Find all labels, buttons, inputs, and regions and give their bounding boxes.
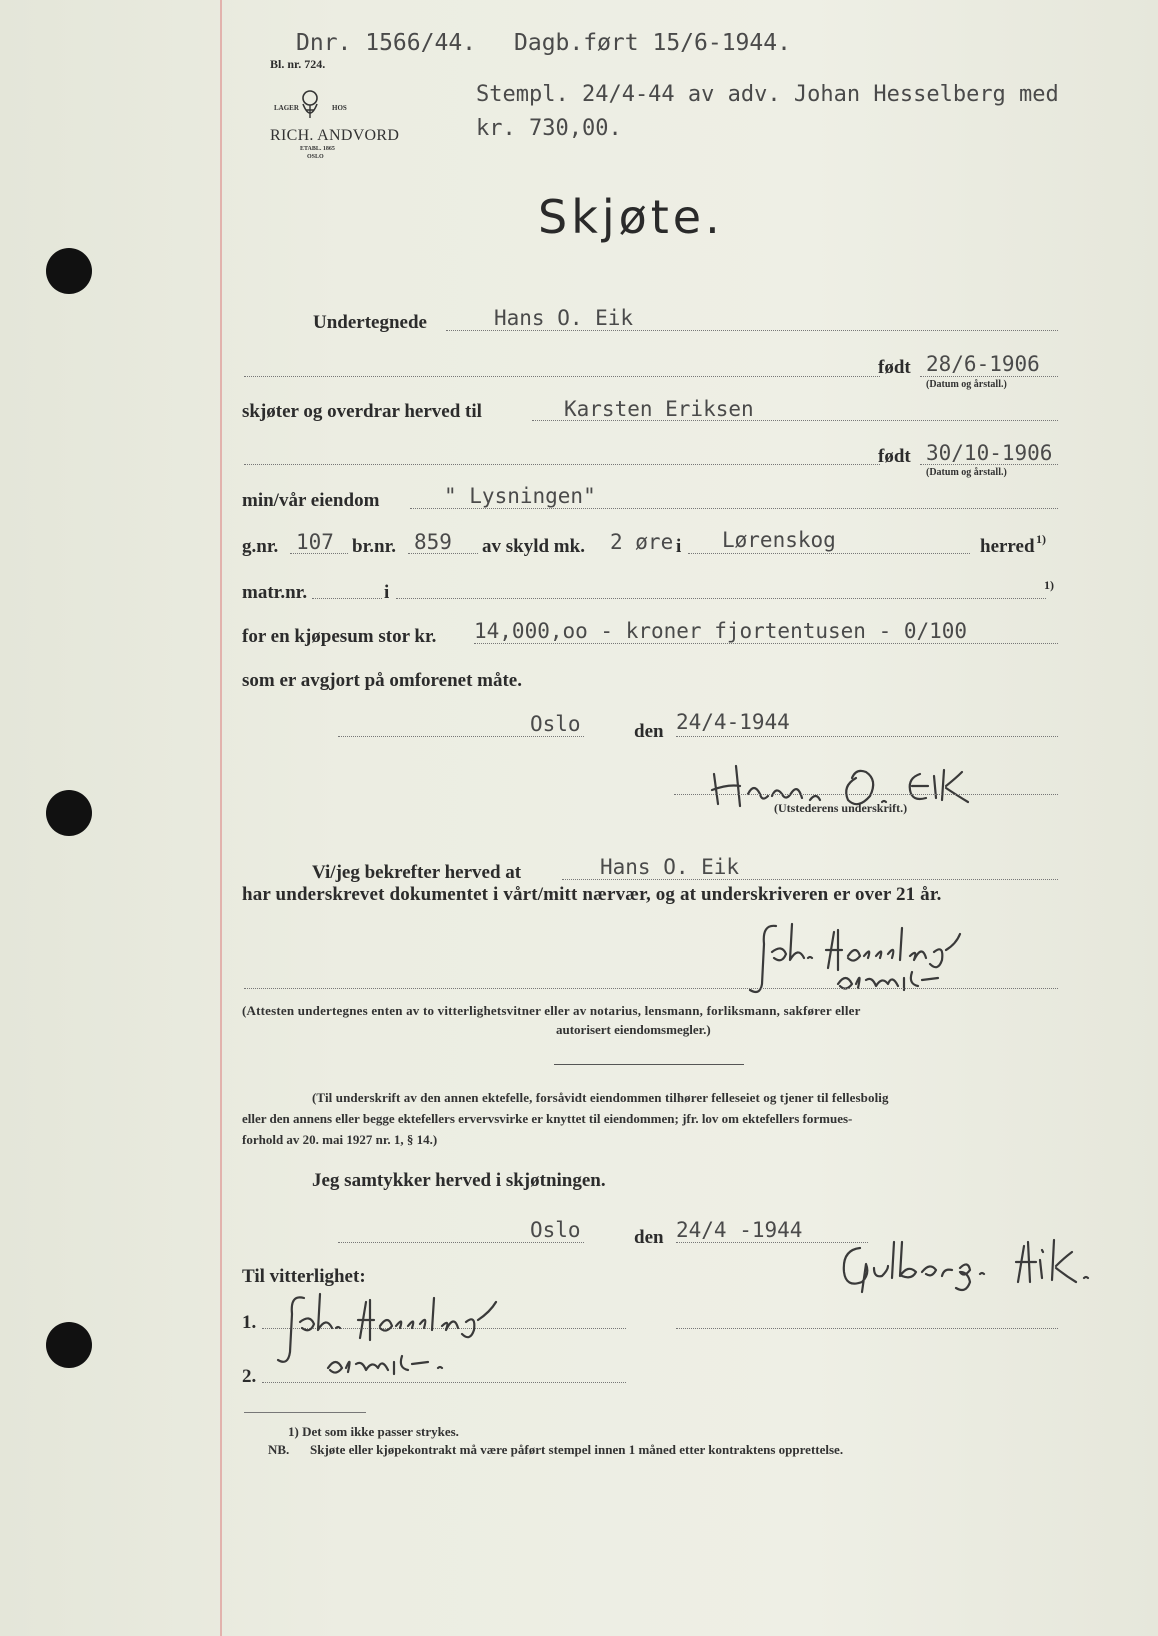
label-fodt-buyer: født xyxy=(878,446,911,467)
buyer-name: Karsten Eriksen xyxy=(564,397,754,421)
fill-line xyxy=(338,1242,584,1243)
witness-1-address-line xyxy=(676,1328,1058,1329)
footnote-mark: 1) xyxy=(1044,578,1054,592)
date-hint: (Datum og årstall.) xyxy=(926,379,1007,390)
fill-line xyxy=(562,879,1058,880)
label-den-2: den xyxy=(634,1227,664,1248)
spouse-note-line2: eller den annens eller begge ektefellers ervervsvirke er knyttet til eiendommen; jfr. lov om ektefellers formues- xyxy=(242,1111,853,1126)
witness-1-signature xyxy=(268,1282,558,1378)
label-kjopesum: for en kjøpesum stor kr. xyxy=(242,626,437,647)
label-den: den xyxy=(634,721,664,742)
label-bekrefter: Vi/jeg bekrefter herved at xyxy=(312,862,522,883)
label-eiendom: min/vår eiendom xyxy=(242,490,380,511)
spouse-signature xyxy=(832,1232,1108,1298)
logo-hos: HOS xyxy=(332,104,347,112)
divider xyxy=(554,1064,744,1065)
punch-hole xyxy=(46,790,92,836)
label-matr-i: i xyxy=(384,582,390,603)
punch-hole xyxy=(46,1322,92,1368)
fill-line xyxy=(688,553,970,554)
stamp-note-line1: Stempl. 24/4-44 av adv. Johan Hesselberg med xyxy=(476,82,1059,107)
seller-birthdate: 28/6-1906 xyxy=(926,352,1040,376)
label-matr: matr.nr. xyxy=(242,582,308,603)
fill-line xyxy=(474,643,1058,644)
fill-line xyxy=(312,598,382,599)
witness-2-number: 2. xyxy=(242,1366,257,1387)
attest-note-line1: (Attesten undertegnes enten av to vitterlighetsvitner eller av notarius, lensmann, forliksmann, sakfører eller xyxy=(242,1003,861,1018)
place-1: Oslo xyxy=(530,712,581,736)
date-hint: (Datum og årstall.) xyxy=(926,467,1007,478)
signature-caption: (Utstederens underskrift.) xyxy=(774,801,908,815)
footnote-mark: 1) xyxy=(1036,532,1046,546)
fill-line xyxy=(244,376,880,377)
date-1: 24/4-1944 xyxy=(676,710,790,734)
brnr-value: 859 xyxy=(414,530,452,554)
fill-line xyxy=(446,330,1058,331)
fill-line xyxy=(920,464,1058,465)
label-herred: herred xyxy=(980,536,1035,557)
signature-line xyxy=(674,794,1058,795)
label-brnr: br.nr. xyxy=(352,536,397,557)
footnote-rule xyxy=(244,1412,366,1413)
punch-hole xyxy=(46,248,92,294)
witness-1-number: 1. xyxy=(242,1312,257,1333)
fill-line xyxy=(676,736,1058,737)
stamp-note-line2: kr. 730,00. xyxy=(476,116,622,141)
place-2: Oslo xyxy=(530,1218,581,1242)
nb-text: Skjøte eller kjøpekontrakt må være påført stempel innen 1 måned etter kontraktens opprettelse. xyxy=(310,1442,844,1457)
label-skjoter: skjøter og overdrar herved til xyxy=(242,401,482,422)
attest-statement: har underskrevet dokumentet i vårt/mitt nærvær, og at underskriveren er over 21 år. xyxy=(242,884,942,905)
seller-name: Hans O. Eik xyxy=(494,306,634,330)
attest-note-line2: autorisert eiendomsmegler.) xyxy=(556,1022,711,1037)
form-number: Bl. nr. 724. xyxy=(270,57,326,71)
nb-label: NB. xyxy=(268,1442,290,1457)
logo-city: OSLO xyxy=(307,154,324,160)
signature-line xyxy=(244,988,1058,989)
label-gnr: g.nr. xyxy=(242,536,279,557)
logo-lager: LAGER xyxy=(274,104,299,112)
attest-name: Hans O. Eik xyxy=(600,855,740,879)
buyer-birthdate: 30/10-1906 xyxy=(926,441,1053,465)
fill-line xyxy=(244,464,880,465)
purchase-price: 14,000,oo - kroner fjortentusen - 0/100 xyxy=(474,619,968,643)
fill-line xyxy=(396,598,1046,599)
herred-value: Lørenskog xyxy=(722,528,836,552)
property-name: " Lysningen" xyxy=(444,484,596,508)
logo-name: RICH. ANDVORD xyxy=(270,127,400,144)
label-skyld: av skyld mk. xyxy=(482,536,585,557)
logo-etabl: ETABL. 1865 xyxy=(300,146,335,152)
fill-line xyxy=(338,736,584,737)
document-title: Skjøte. xyxy=(538,190,724,244)
label-i: i xyxy=(676,536,682,557)
margin-rule xyxy=(220,0,222,1636)
spouse-note-line3: forhold av 20. mai 1927 nr. 1, § 14.) xyxy=(242,1132,438,1147)
fill-line xyxy=(920,376,1058,377)
dnr-stamp: Dnr. 1566/44. xyxy=(296,30,477,56)
label-vitterlighet: Til vitterlighet: xyxy=(242,1266,366,1287)
logo-emblem-icon xyxy=(296,88,324,124)
date-2: 24/4 -1944 xyxy=(676,1218,803,1242)
label-fodt: født xyxy=(878,357,911,378)
settled-text: som er avgjort på omforenet måte. xyxy=(242,670,522,691)
witness-2-line xyxy=(262,1382,626,1383)
dagb-stamp: Dagb.ført 15/6-1944. xyxy=(514,30,791,56)
gnr-value: 107 xyxy=(296,530,334,554)
spouse-note-line1: (Til underskrift av den annen ektefelle, forsåvidt eiendommen tilhører felleseiet og tjener til fellesbolig xyxy=(312,1090,889,1105)
consent-text: Jeg samtykker herved i skjøtningen. xyxy=(312,1170,606,1191)
skyld-value: 2 øre xyxy=(610,530,674,554)
label-undertegnede: Undertegnede xyxy=(313,312,427,333)
footnote-1: 1) Det som ikke passer strykes. xyxy=(288,1424,459,1439)
fill-line xyxy=(410,508,1058,509)
